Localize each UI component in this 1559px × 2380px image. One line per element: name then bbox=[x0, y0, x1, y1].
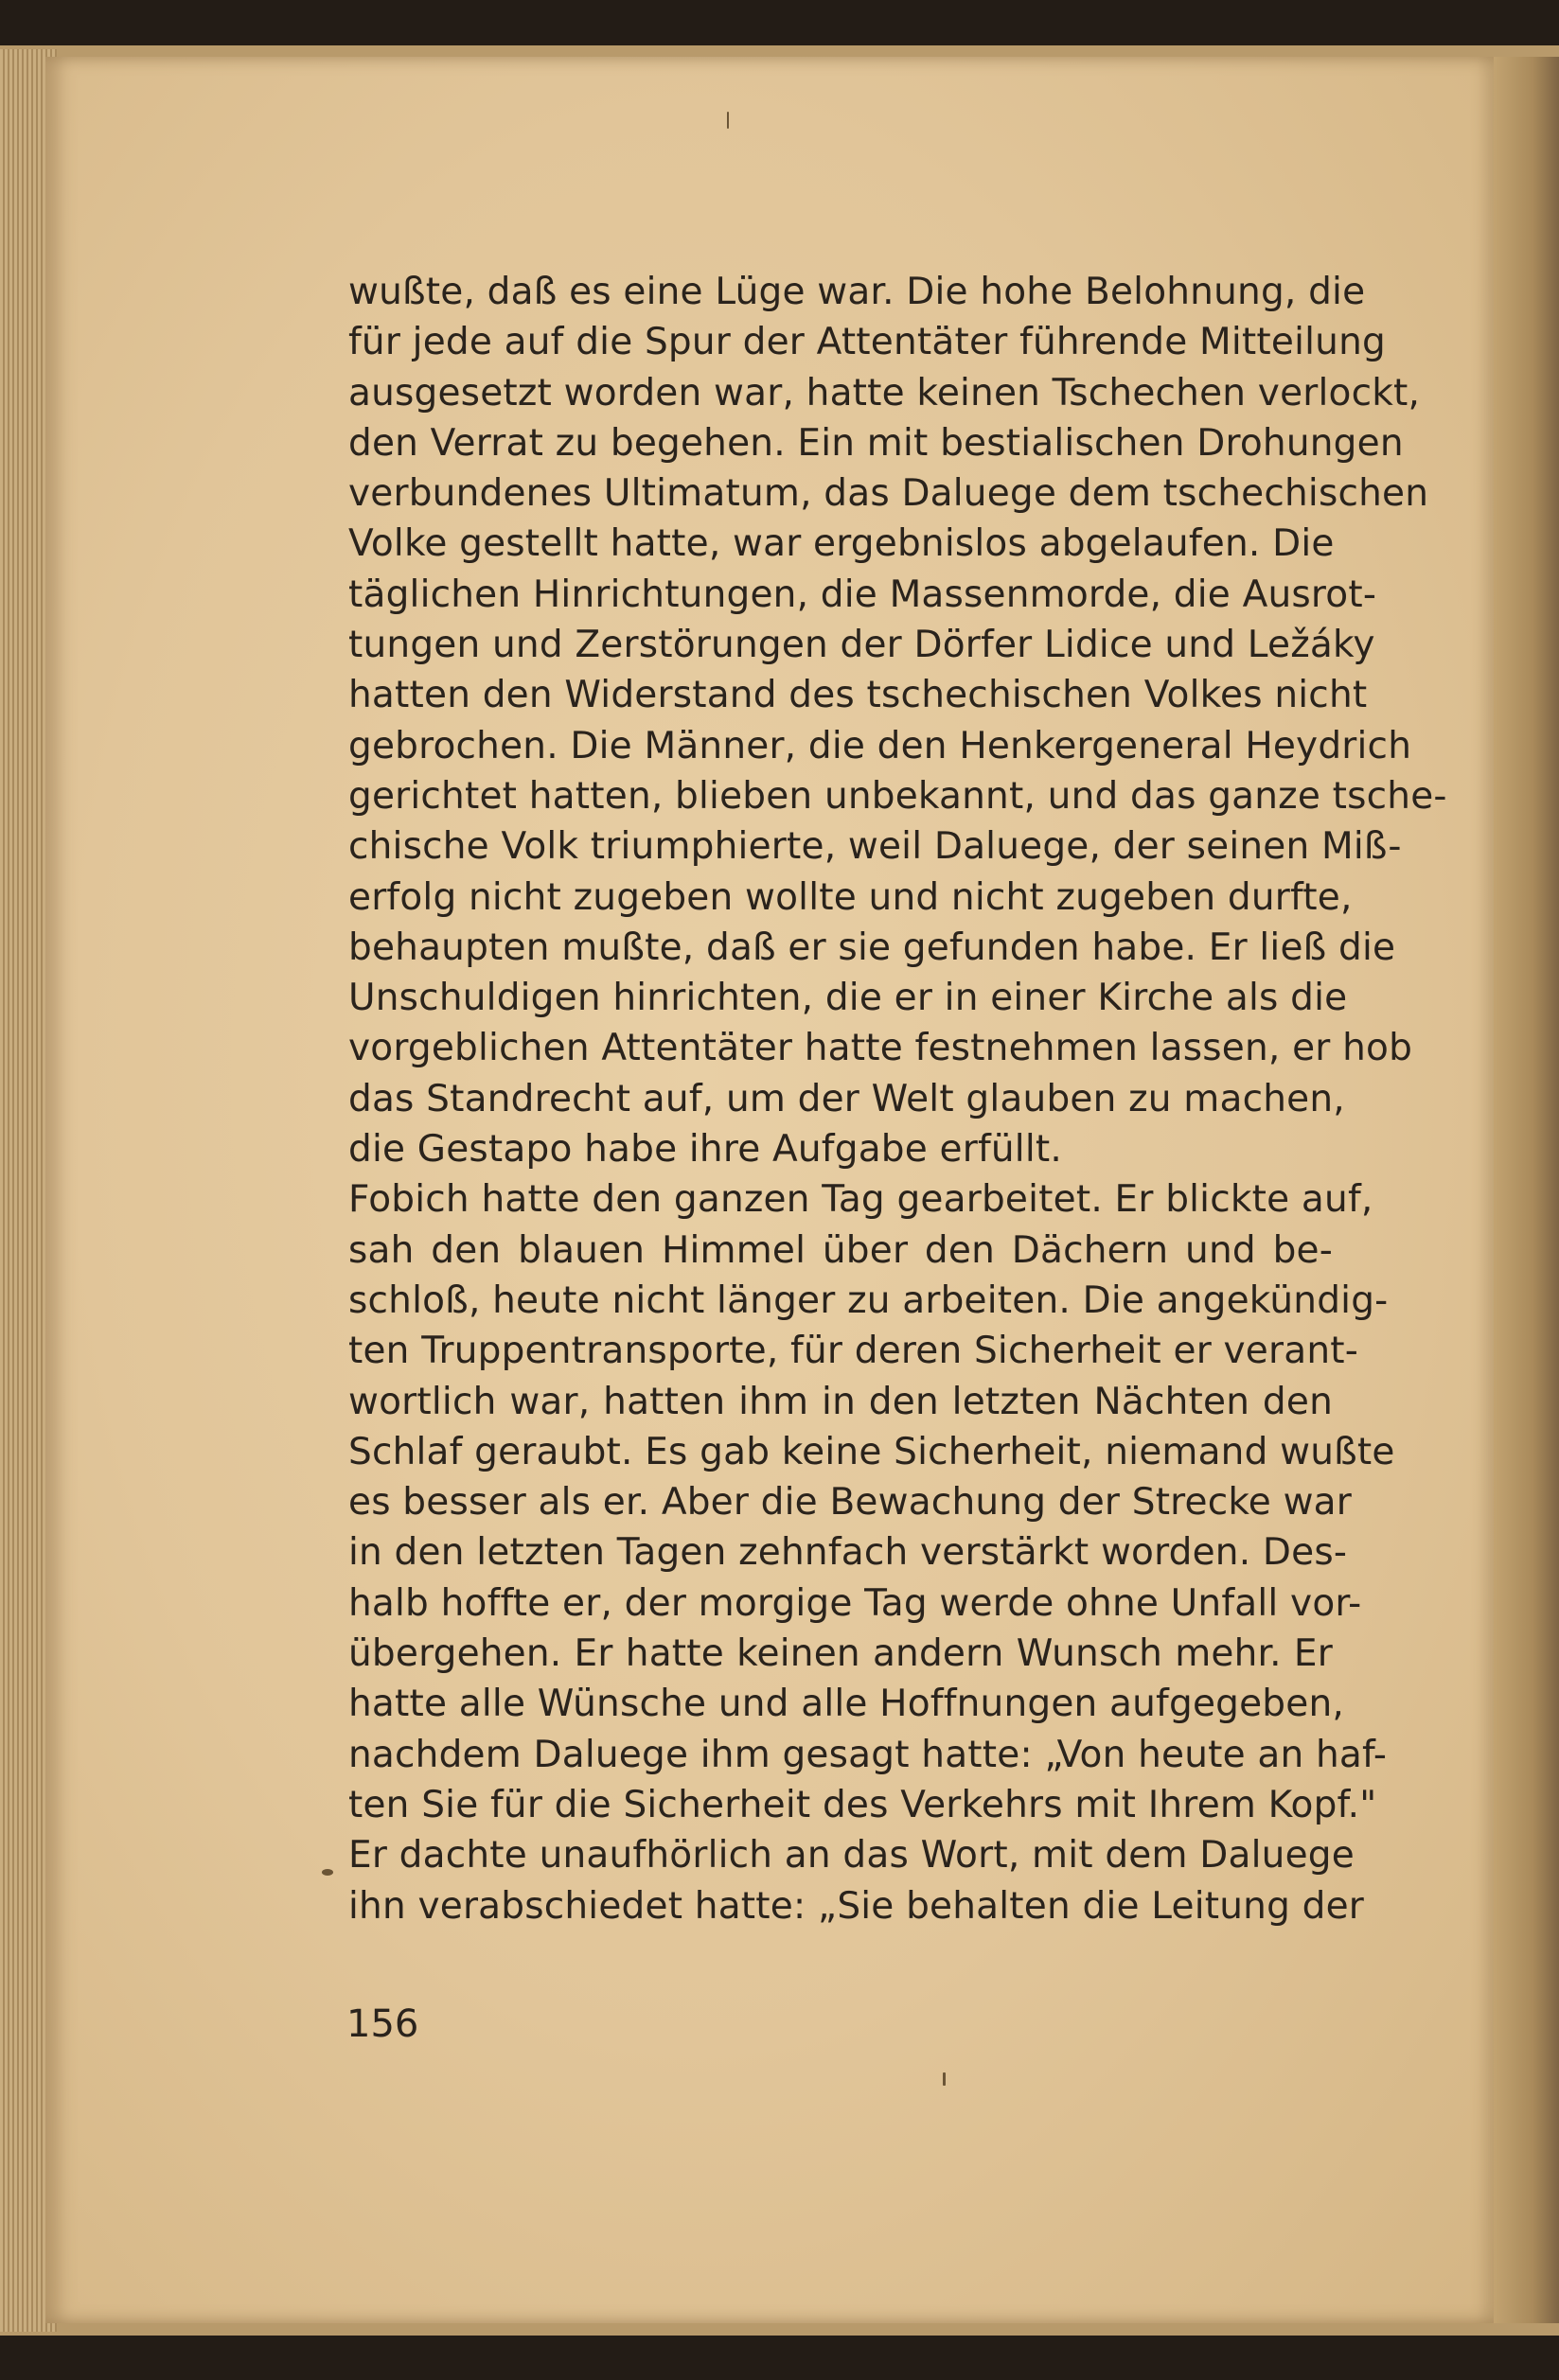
book-binding-edge bbox=[1494, 57, 1559, 2323]
text-line: tungen und Zerstörungen der Dörfer Lidice und Ležáky bbox=[348, 624, 1375, 667]
text-line: gebrochen. Die Männer, die den Henkergeneral Heydrich bbox=[348, 724, 1412, 767]
text-line: hatte alle Wünsche und alle Hoffnungen aufgegeben, bbox=[348, 1683, 1344, 1726]
text-line: wortlich war, hatten ihm in den letzten Nächten den bbox=[348, 1380, 1333, 1423]
paper-speck bbox=[322, 1869, 333, 1876]
text-line: hatten den Widerstand des tschechischen Volkes nicht bbox=[348, 674, 1368, 717]
text-line: täglichen Hinrichtungen, die Massenmorde, die Ausrot- bbox=[348, 573, 1377, 616]
text-line: wußte, daß es eine Lüge war. Die hohe Belohnung, die bbox=[348, 271, 1366, 313]
text-line: Er dachte unaufhörlich an das Wort, mit dem Daluege bbox=[348, 1834, 1355, 1878]
text-line: für jede auf die Spur der Attentäter führende Mitteilung bbox=[348, 321, 1386, 364]
text-line: sah den blauen Himmel über den Dächern und be- bbox=[348, 1228, 1333, 1272]
text-line: die Gestapo habe ihre Aufgabe erfüllt. bbox=[348, 1128, 1062, 1172]
text-line: den Verrat zu begehen. Ein mit bestialischen Drohungen bbox=[348, 421, 1404, 465]
text-line: übergehen. Er hatte keinen andern Wunsch mehr. Er bbox=[348, 1632, 1333, 1676]
paper-speck bbox=[943, 2072, 946, 2086]
page-number: 156 bbox=[346, 2002, 419, 2046]
text-line: erfolg nicht zugeben wollte und nicht zugeben durfte, bbox=[348, 875, 1353, 919]
text-line: chische Volk triumphierte, weil Daluege, der seinen Miß- bbox=[348, 825, 1402, 869]
text-line: Unschuldigen hinrichten, die er in einer Kirche als die bbox=[348, 977, 1348, 1020]
text-line: gerichtet hatten, blieben unbekannt, und das ganze tsche- bbox=[348, 774, 1447, 818]
text-line: ten Truppentransporte, für deren Sicherheit er verant- bbox=[348, 1330, 1359, 1373]
text-line: verbundenes Ultimatum, das Daluege dem tschechischen bbox=[348, 472, 1429, 516]
text-line: in den letzten Tagen zehnfach verstärkt worden. Des- bbox=[348, 1531, 1348, 1575]
text-line: das Standrecht auf, um der Welt glauben zu machen, bbox=[348, 1077, 1345, 1120]
text-line: Schlaf geraubt. Es gab keine Sicherheit, niemand wußte bbox=[348, 1430, 1395, 1473]
text-line: Volke gestellt hatte, war ergebnislos abgelaufen. Die bbox=[348, 522, 1335, 566]
text-line: ihn verabschiedet hatte: „Sie behalten die Leitung der bbox=[348, 1884, 1365, 1928]
text-line: Fobich hatte den ganzen Tag gearbeitet. Er blickte auf, bbox=[348, 1178, 1373, 1222]
text-line: schloß, heute nicht länger zu arbeiten. Die angekündig- bbox=[348, 1278, 1389, 1322]
text-line: es besser als er. Aber die Bewachung der Strecke war bbox=[348, 1481, 1353, 1525]
text-line: ausgesetzt worden war, hatte keinen Tschechen verlockt, bbox=[348, 371, 1421, 414]
text-line: nachdem Daluege ihm gesagt hatte: „Von heute an haf- bbox=[348, 1733, 1388, 1776]
text-line: halb hoffte er, der morgige Tag werde ohne Unfall vor- bbox=[348, 1581, 1362, 1625]
body-text bbox=[348, 267, 1447, 1931]
text-line: ten Sie für die Sicherheit des Verkehrs mit Ihrem Kopf." bbox=[348, 1783, 1377, 1826]
text-line: behaupten mußte, daß er sie gefunden habe. Er ließ die bbox=[348, 926, 1396, 969]
text-line: vorgeblichen Attentäter hatte festnehmen lassen, er hob bbox=[348, 1027, 1413, 1070]
paper-speck bbox=[727, 112, 729, 129]
